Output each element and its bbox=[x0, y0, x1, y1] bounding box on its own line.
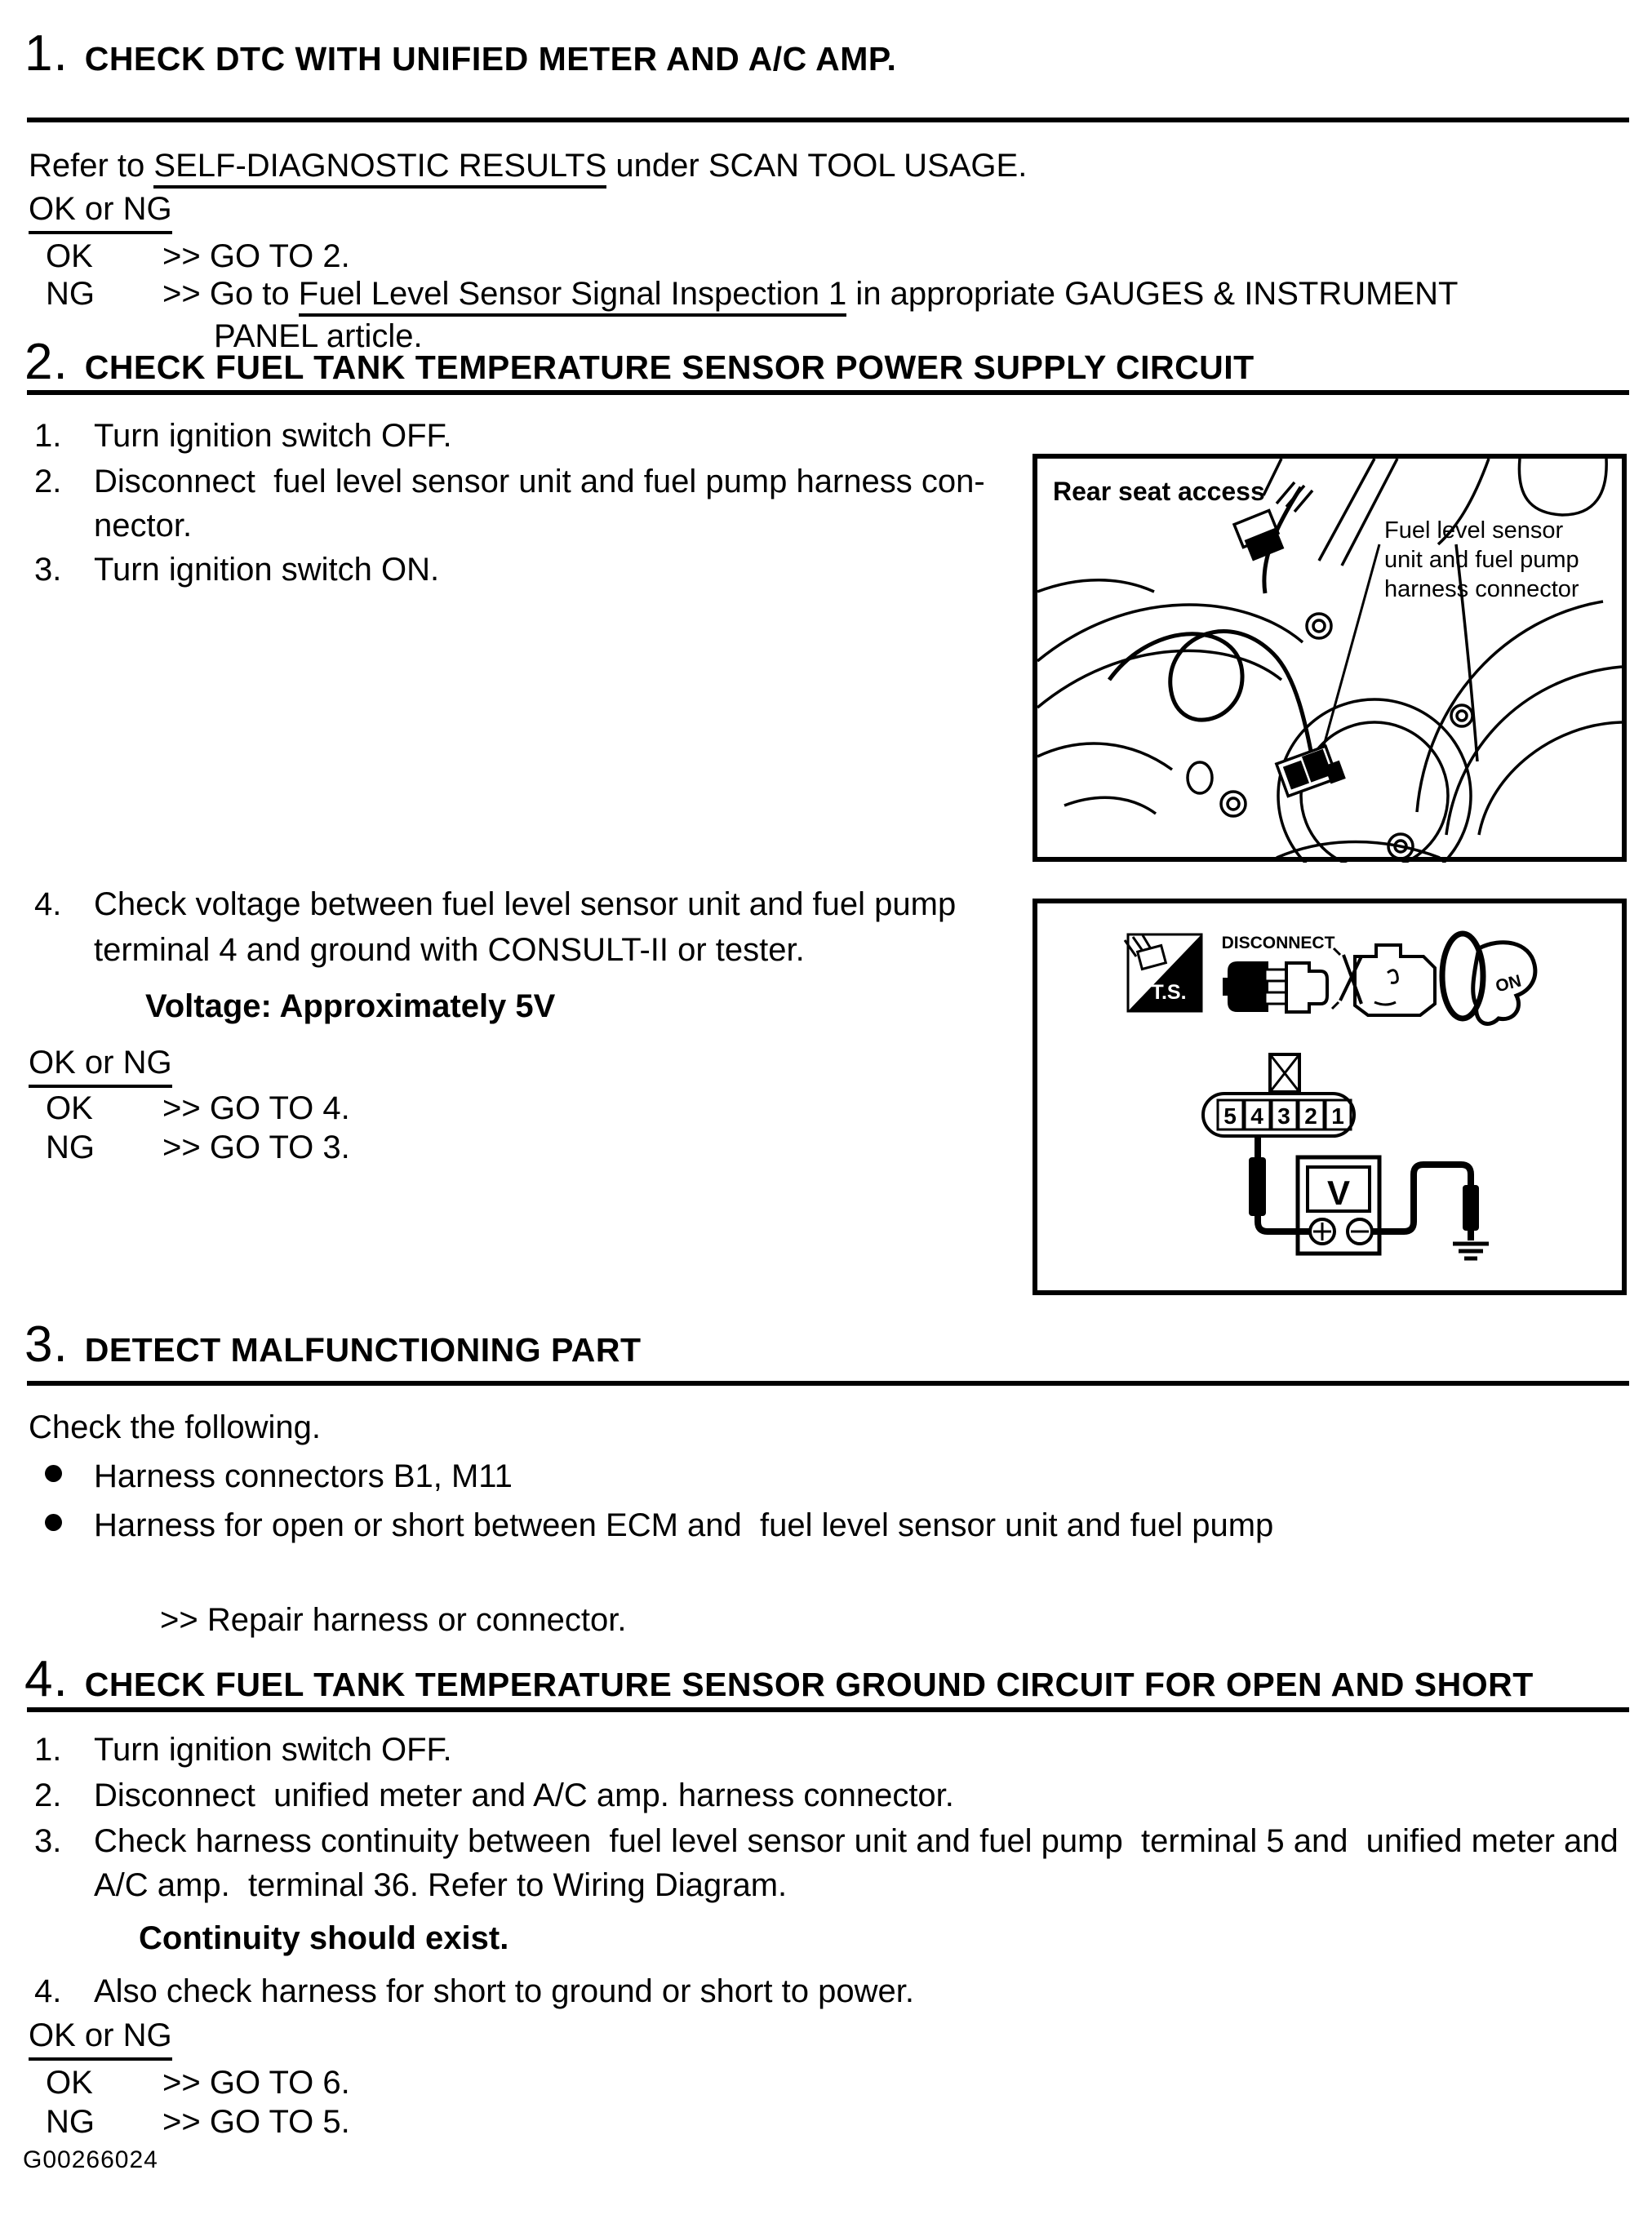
callout-line3: harness connector bbox=[1384, 576, 1579, 602]
section1-rule bbox=[27, 118, 1629, 122]
pin-5: 5 bbox=[1223, 1103, 1237, 1129]
s2-step1: 1. Turn ignition switch OFF. bbox=[34, 418, 452, 454]
check-following-text: Check the following. bbox=[29, 1409, 321, 1445]
callout-line1: Fuel level sensor bbox=[1384, 517, 1564, 544]
voltmeter-circuit bbox=[1249, 1136, 1489, 1258]
ok-label: OK bbox=[46, 2065, 93, 2101]
disconnect-icon bbox=[1222, 934, 1335, 1012]
ok-label: OK bbox=[46, 238, 93, 274]
figure-code: G00266024 bbox=[23, 2146, 158, 2173]
section4-ok-or-ng: OK or NG bbox=[29, 2017, 172, 2061]
ng-label: NG bbox=[46, 276, 95, 312]
bullet-icon bbox=[45, 1465, 62, 1482]
harness-connector-icon bbox=[1332, 945, 1435, 1015]
voltage-spec: Voltage: Approximately 5V bbox=[145, 988, 556, 1024]
ng-action: >> GO TO 5. bbox=[162, 2104, 350, 2140]
figure-voltage-test bbox=[1032, 898, 1628, 1296]
intro-suffix: under SCAN TOOL USAGE. bbox=[606, 148, 1028, 184]
section2-ok-or-ng: OK or NG bbox=[29, 1045, 172, 1088]
section4-ok-result bbox=[29, 2065, 350, 2101]
section3-header bbox=[24, 1316, 642, 1374]
section1-ng-continuation: PANEL article. bbox=[214, 318, 423, 354]
section3-title: DETECT MALFUNCTIONING PART bbox=[84, 1331, 642, 1369]
ng-label: NG bbox=[46, 2104, 95, 2140]
section1-number: 1. bbox=[24, 25, 69, 82]
ok-action: >> GO TO 6. bbox=[162, 2065, 350, 2101]
pin-4: 4 bbox=[1250, 1103, 1263, 1129]
bullet-icon bbox=[45, 1514, 62, 1531]
s2-step2: 2. Disconnect fuel level sensor unit and fuel pump harness con- bbox=[34, 464, 985, 499]
s4-step4: 4. Also check harness for short to ground or short to power. bbox=[34, 1973, 914, 2009]
bullet-harness-connectors: Harness connectors B1, M11 bbox=[45, 1458, 513, 1496]
section1-ok-or-ng: OK or NG bbox=[29, 191, 172, 234]
ok-action: >> GO TO 4. bbox=[162, 1090, 350, 1126]
section2-header bbox=[24, 333, 1255, 391]
ng-action: >> GO TO 3. bbox=[162, 1129, 350, 1165]
rear-seat-access-label: Rear seat access bbox=[1053, 477, 1265, 506]
bullet-harness-open-short: Harness for open or short between ECM and fuel level sensor unit and fuel pump bbox=[45, 1507, 1273, 1545]
intro-prefix: Refer to bbox=[29, 148, 154, 184]
figure2-svg bbox=[1032, 898, 1628, 1296]
self-diagnostic-results-link[interactable]: SELF-DIAGNOSTIC RESULTS bbox=[153, 148, 606, 189]
ng-prefix: >> Go to bbox=[162, 276, 299, 312]
ignition-on-icon bbox=[1442, 934, 1535, 1024]
ok-action: >> GO TO 2. bbox=[162, 238, 350, 274]
s4-step3: 3. Check harness continuity between fuel level sensor unit and fuel pump terminal 5 and unified meter and bbox=[34, 1823, 1619, 1859]
figure-rear-seat-access bbox=[1032, 453, 1628, 863]
section4-rule bbox=[27, 1707, 1629, 1712]
section1-intro bbox=[29, 147, 1027, 185]
pin-3: 3 bbox=[1277, 1103, 1290, 1129]
continuity-spec: Continuity should exist. bbox=[139, 1920, 509, 1956]
s2-step4: 4. Check voltage between fuel level sensor unit and fuel pump bbox=[34, 886, 957, 922]
ts-label: T.S. bbox=[1151, 981, 1187, 1004]
pin-1: 1 bbox=[1331, 1103, 1344, 1129]
ng-label: NG bbox=[46, 1129, 95, 1165]
section4-header bbox=[24, 1650, 1534, 1708]
section3-number: 3. bbox=[24, 1316, 69, 1373]
section4-number: 4. bbox=[24, 1651, 69, 1707]
section1-ok-result bbox=[29, 238, 350, 275]
repair-action: >> Repair harness or connector. bbox=[160, 1602, 627, 1638]
section2-ng-result bbox=[29, 1129, 350, 1166]
fuel-level-sensor-inspection-link[interactable]: Fuel Level Sensor Signal Inspection 1 bbox=[299, 276, 847, 317]
section4-ng-result bbox=[29, 2104, 350, 2141]
section2-number: 2. bbox=[24, 334, 69, 390]
section2-title: CHECK FUEL TANK TEMPERATURE SENSOR POWER SUPPLY CIRCUIT bbox=[84, 348, 1255, 386]
section3-rule bbox=[27, 1381, 1629, 1386]
figure1-svg bbox=[1032, 453, 1628, 863]
section4-title: CHECK FUEL TANK TEMPERATURE SENSOR GROUND CIRCUIT FOR OPEN AND SHORT bbox=[84, 1666, 1534, 1703]
section2-rule bbox=[27, 390, 1629, 395]
s4-step3-cont: A/C amp. terminal 36. Refer to Wiring Diagram. bbox=[94, 1867, 788, 1903]
pin-2: 2 bbox=[1304, 1103, 1317, 1129]
section1-header bbox=[24, 24, 896, 82]
section1-ng-result bbox=[29, 276, 1458, 313]
disconnect-label: DISCONNECT bbox=[1221, 934, 1335, 952]
ng-suffix: in appropriate GAUGES & INSTRUMENT bbox=[846, 276, 1459, 312]
ts-tool-icon bbox=[1125, 934, 1201, 1011]
section2-ok-result bbox=[29, 1090, 350, 1127]
connector-pin-diagram bbox=[1203, 1054, 1354, 1136]
ok-label: OK bbox=[46, 1090, 93, 1126]
s4-step2: 2. Disconnect unified meter and A/C amp. harness connector. bbox=[34, 1777, 954, 1813]
section1-title: CHECK DTC WITH UNIFIED METER AND A/C AMP. bbox=[84, 40, 897, 78]
s4-step1: 1. Turn ignition switch OFF. bbox=[34, 1732, 452, 1768]
s2-step3: 3. Turn ignition switch ON. bbox=[34, 552, 440, 588]
voltmeter-label: V bbox=[1326, 1174, 1351, 1212]
s2-step4-cont: terminal 4 and ground with CONSULT-II or tester. bbox=[94, 932, 805, 968]
s2-step2-cont: nector. bbox=[94, 508, 193, 544]
on-label: ON bbox=[1494, 971, 1524, 996]
callout-line2: unit and fuel pump bbox=[1384, 547, 1579, 573]
